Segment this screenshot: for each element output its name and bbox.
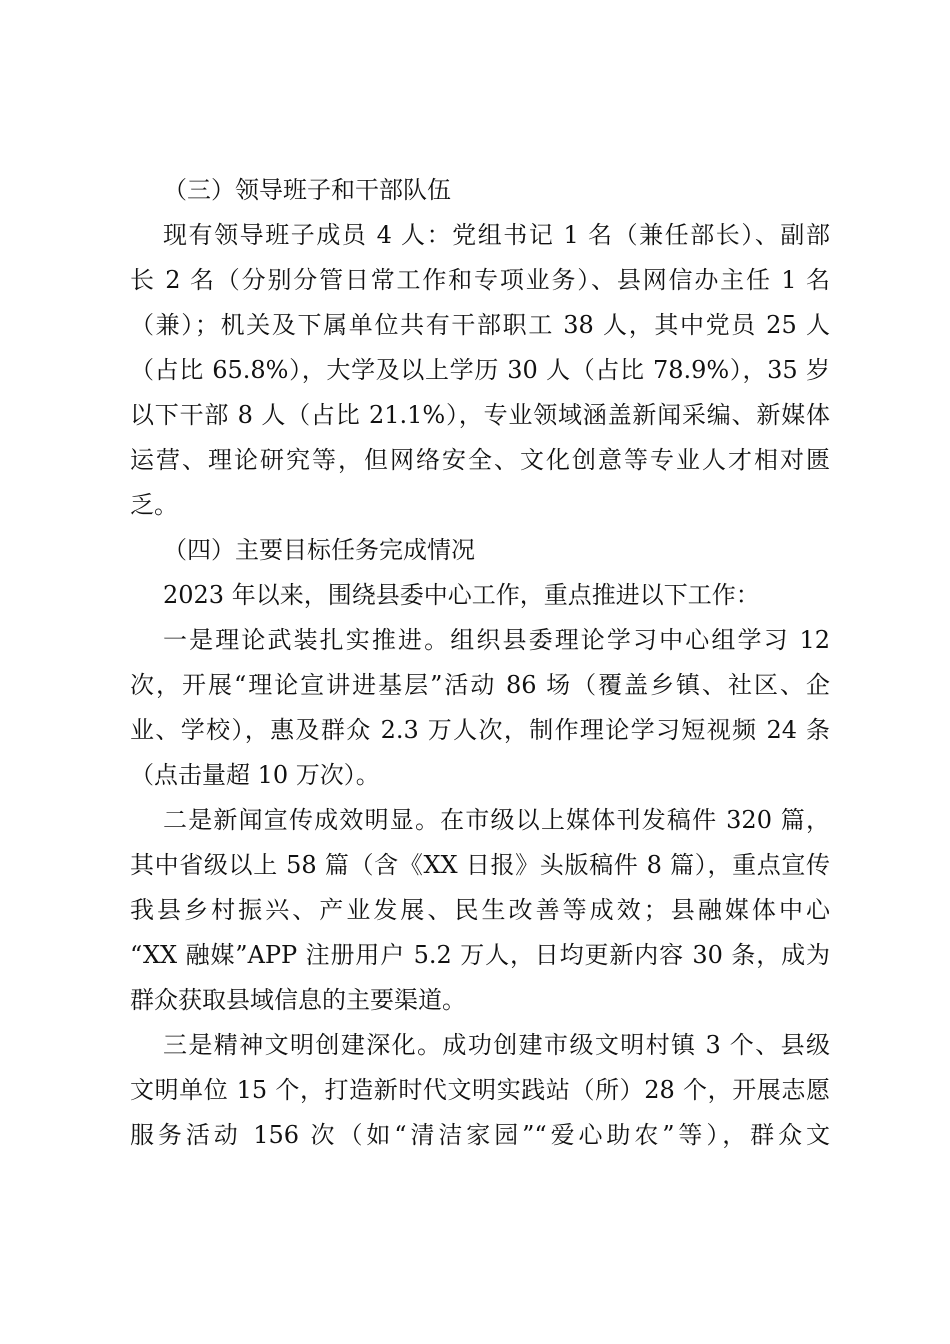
- text-line: 乏。: [130, 491, 178, 519]
- paragraph: [130, 573, 830, 618]
- text-line: 二是新闻宣传成效明显。在市级以上媒体刊发稿件 320 篇，: [163, 806, 830, 834]
- text-line: 服务活动 156 次（如“清洁家园”“爱心助农”等），群众文: [130, 1121, 830, 1149]
- paragraph: [130, 213, 830, 528]
- text-line: 群众获取县域信息的主要渠道。: [130, 986, 466, 1014]
- heading-text: （四）主要目标任务完成情况: [163, 536, 475, 564]
- text-line: 业、学校），惠及群众 2.3 万人次，制作理论学习短视频 24 条: [130, 716, 830, 744]
- text-line: （点击量超 10 万次）。: [130, 761, 380, 789]
- section-heading: [130, 528, 830, 573]
- paragraph: [130, 1023, 830, 1158]
- text-line: 一是理论武装扎实推进。组织县委理论学习中心组学习 12: [163, 626, 830, 654]
- text-line: 次，开展“理论宣讲进基层”活动 86 场（覆盖乡镇、社区、企: [130, 671, 830, 699]
- paragraph: [130, 798, 830, 1023]
- text-line: 我县乡村振兴、产业发展、民生改善等成效；县融媒体中心: [130, 896, 830, 924]
- text-line: 2023 年以来，围绕县委中心工作，重点推进以下工作：: [163, 581, 760, 609]
- section-heading: [130, 168, 830, 213]
- text-line: “XX 融媒”APP 注册用户 5.2 万人，日均更新内容 30 条，成为: [130, 941, 830, 969]
- heading-text: （三）领导班子和干部队伍: [163, 176, 451, 204]
- document-page: [130, 168, 830, 1158]
- text-line: 现有领导班子成员 4 人：党组书记 1 名（兼任部长）、副部: [163, 221, 830, 249]
- text-line: （兼）；机关及下属单位共有干部职工 38 人，其中党员 25 人: [130, 311, 830, 339]
- text-line: 运营、理论研究等，但网络安全、文化创意等专业人才相对匮: [130, 446, 830, 474]
- text-line: 其中省级以上 58 篇（含《XX 日报》头版稿件 8 篇），重点宣传: [130, 851, 830, 879]
- text-line: 以下干部 8 人（占比 21.1%），专业领域涵盖新闻采编、新媒体: [130, 401, 830, 429]
- text-line: 长 2 名（分别分管日常工作和专项业务）、县网信办主任 1 名: [130, 266, 830, 294]
- text-line: 三是精神文明创建深化。成功创建市级文明村镇 3 个、县级: [163, 1031, 830, 1059]
- text-line: 文明单位 15 个，打造新时代文明实践站（所）28 个，开展志愿: [130, 1076, 830, 1104]
- paragraph: [130, 618, 830, 798]
- text-line: （占比 65.8%），大学及以上学历 30 人（占比 78.9%），35 岁: [130, 356, 830, 384]
